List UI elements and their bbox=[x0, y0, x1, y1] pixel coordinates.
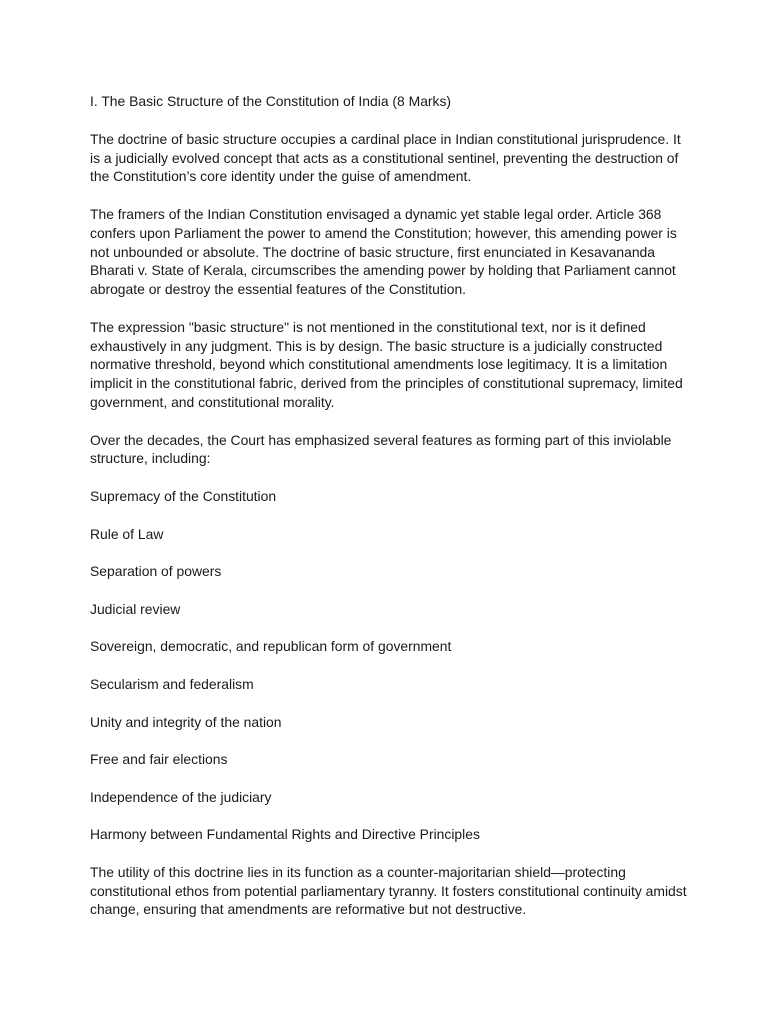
section-heading: I. The Basic Structure of the Constitution of India (8 Marks) bbox=[90, 93, 452, 109]
paragraph-intro: The doctrine of basic structure occupies a cardinal place in Indian constitutional jurisprudence. It is a judicially evolved concept that acts as a constitutional sentinel, preventing the destruction of the Constitution’s core identity under the guise of amendment. bbox=[90, 130, 681, 185]
paragraph-features-intro: Over the decades, the Court has emphasized several features as forming part of this inviolable structure, including: bbox=[90, 431, 672, 467]
list-item: Secularism and federalism bbox=[90, 675, 254, 692]
list-item: Rule of Law bbox=[90, 525, 164, 542]
list-item: Harmony between Fundamental Rights and Directive Principles bbox=[90, 826, 480, 843]
list-item: Independence of the judiciary bbox=[90, 788, 272, 805]
feature-list bbox=[90, 487, 690, 844]
list-item: Sovereign, democratic, and republican form of government bbox=[90, 638, 452, 655]
list-item: Judicial review bbox=[90, 600, 181, 617]
document-page bbox=[90, 92, 690, 938]
paragraph-utility: The utility of this doctrine lies in its function as a counter-majoritarian shield—protecting constitutional ethos from potential parliamentary tyranny. It fosters constitutional continuity amidst change, ensuring that amendments are reformative but not destructive. bbox=[90, 863, 687, 918]
list-item: Separation of powers bbox=[90, 563, 222, 580]
paragraph-article-368: The framers of the Indian Constitution envisaged a dynamic yet stable legal order. Article 368 confers upon Parliament the power to amend the Constitution; however, this amending power is not unbounded or absolute. The doctrine of basic structure, first enunciated in Kesavananda Bharati v. State of Kerala, circumscribes the amending power by holding that Parliament cannot abrogate or destroy the essential features of the Constitution. bbox=[90, 205, 677, 298]
list-item: Supremacy of the Constitution bbox=[90, 487, 277, 504]
list-item: Unity and integrity of the nation bbox=[90, 713, 282, 730]
list-item: Free and fair elections bbox=[90, 751, 228, 768]
paragraph-expression: The expression "basic structure" is not mentioned in the constitutional text, nor is it defined exhaustively in any judgment. This is by design. The basic structure is a judicially constructed normative threshold, beyond which constitutional amendments lose legitimacy. It is a limitation implicit in the constitutional fabric, derived from the principles of constitutional supremacy, limited government, and constitutional morality. bbox=[90, 318, 683, 410]
